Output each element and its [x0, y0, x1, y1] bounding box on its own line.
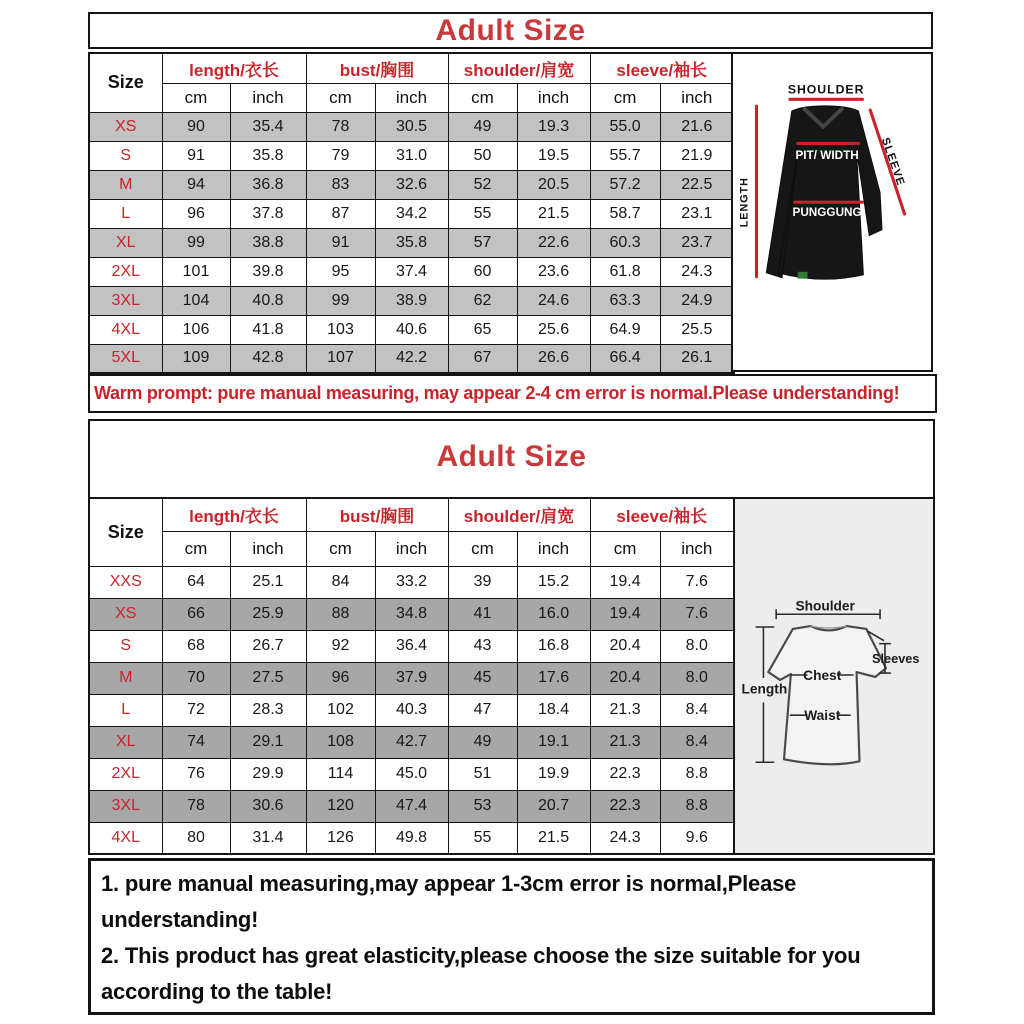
- measurement-cell: 43: [448, 630, 517, 662]
- measurement-cell: 21.5: [517, 822, 590, 854]
- measurement-cell: 23.6: [517, 257, 590, 286]
- measurement-cell: 78: [162, 790, 230, 822]
- measurement-cell: 28.3: [230, 694, 306, 726]
- table1-body: [89, 112, 734, 373]
- dress-shoulder-label: SHOULDER: [787, 82, 865, 97]
- measurement-cell: 58.7: [590, 199, 660, 228]
- size-row-M: [89, 662, 734, 694]
- measurement-cell: 57: [448, 228, 517, 257]
- dress-punggung-label: PUNGGUNG: [792, 205, 862, 219]
- measurement-cell: 18.4: [517, 694, 590, 726]
- size-label: M: [89, 170, 162, 199]
- measurement-cell: 20.5: [517, 170, 590, 199]
- measurement-cell: 36.8: [230, 170, 306, 199]
- measurement-cell: 62: [448, 286, 517, 315]
- measurement-cell: 55: [448, 822, 517, 854]
- notes-box: [88, 858, 935, 1015]
- unit-header: cm: [162, 531, 230, 566]
- table2-body: [89, 566, 734, 854]
- note-1: 1. pure manual measuring,may appear 1-3cm error is normal,Please understanding!: [101, 871, 797, 932]
- measurement-cell: 34.8: [375, 598, 448, 630]
- measurement-cell: 19.9: [517, 758, 590, 790]
- measurement-cell: 21.5: [517, 199, 590, 228]
- measurement-cell: 19.4: [590, 566, 660, 598]
- measurement-cell: 63.3: [590, 286, 660, 315]
- measurement-cell: 55.0: [590, 112, 660, 141]
- measurement-cell: 47: [448, 694, 517, 726]
- measurement-cell: 24.6: [517, 286, 590, 315]
- measurement-cell: 7.6: [660, 566, 734, 598]
- measurement-cell: 57.2: [590, 170, 660, 199]
- measurement-cell: 19.5: [517, 141, 590, 170]
- size-label: XL: [89, 726, 162, 758]
- table2-group-header-row: [89, 498, 734, 531]
- measurement-cell: 25.6: [517, 315, 590, 344]
- measurement-cell: 32.6: [375, 170, 448, 199]
- measurement-cell: 45: [448, 662, 517, 694]
- measurement-cell: 67: [448, 344, 517, 373]
- measurement-cell: 40.8: [230, 286, 306, 315]
- measurement-cell: 8.0: [660, 630, 734, 662]
- table1-unit-header-row: [89, 83, 734, 112]
- measurement-cell: 29.1: [230, 726, 306, 758]
- size-label: 3XL: [89, 790, 162, 822]
- measurement-cell: 22.5: [660, 170, 734, 199]
- size-row-S: [89, 141, 734, 170]
- measurement-cell: 76: [162, 758, 230, 790]
- measurement-cell: 40.6: [375, 315, 448, 344]
- measurement-cell: 42.7: [375, 726, 448, 758]
- unit-header: cm: [306, 531, 375, 566]
- measurement-cell: 8.8: [660, 758, 734, 790]
- measurement-cell: 83: [306, 170, 375, 199]
- measurement-cell: 35.4: [230, 112, 306, 141]
- measurement-cell: 16.0: [517, 598, 590, 630]
- measurement-cell: 84: [306, 566, 375, 598]
- measurement-cell: 66.4: [590, 344, 660, 373]
- measurement-cell: 21.9: [660, 141, 734, 170]
- measurement-cell: 20.7: [517, 790, 590, 822]
- measurement-cell: 26.7: [230, 630, 306, 662]
- measurement-cell: 9.6: [660, 822, 734, 854]
- size-row-2XL: [89, 257, 734, 286]
- measurement-cell: 91: [306, 228, 375, 257]
- measurement-cell: 49.8: [375, 822, 448, 854]
- bust-group-header: bust/胸围: [306, 498, 448, 531]
- measurement-cell: 120: [306, 790, 375, 822]
- size-label: L: [89, 199, 162, 228]
- size-row-M: [89, 170, 734, 199]
- measurement-cell: 92: [306, 630, 375, 662]
- measurement-cell: 108: [306, 726, 375, 758]
- size-label: 2XL: [89, 758, 162, 790]
- size-row-4XL: [89, 822, 734, 854]
- measurement-cell: 45.0: [375, 758, 448, 790]
- size-column-header: Size: [89, 498, 162, 566]
- unit-header: cm: [306, 83, 375, 112]
- measurement-cell: 23.7: [660, 228, 734, 257]
- unit-header: cm: [448, 531, 517, 566]
- size-row-XL: [89, 228, 734, 257]
- tshirt-waist-label: Waist: [804, 708, 841, 724]
- measurement-cell: 101: [162, 257, 230, 286]
- measurement-cell: 79: [306, 141, 375, 170]
- measurement-cell: 60.3: [590, 228, 660, 257]
- size-label: M: [89, 662, 162, 694]
- size-row-4XL: [89, 315, 734, 344]
- measurement-cell: 78: [306, 112, 375, 141]
- shoulder-group-header: shoulder/肩宽: [448, 498, 590, 531]
- dress-sleeve-label: SLEEVE: [878, 136, 907, 188]
- measurement-cell: 25.1: [230, 566, 306, 598]
- size-row-XL: [89, 726, 734, 758]
- measurement-cell: 38.9: [375, 286, 448, 315]
- dress-pit-width-label: PIT/ WIDTH: [795, 149, 859, 163]
- measurement-cell: 126: [306, 822, 375, 854]
- measurement-cell: 66: [162, 598, 230, 630]
- tshirt-measurement-diagram: [733, 497, 935, 855]
- measurement-cell: 19.1: [517, 726, 590, 758]
- measurement-cell: 107: [306, 344, 375, 373]
- measurement-cell: 20.4: [590, 662, 660, 694]
- measurement-cell: 24.9: [660, 286, 734, 315]
- measurement-cell: 38.8: [230, 228, 306, 257]
- collar-line: [810, 626, 846, 628]
- sleeve-group-header: sleeve/袖长: [590, 498, 734, 531]
- measurement-cell: 103: [306, 315, 375, 344]
- measurement-cell: 29.9: [230, 758, 306, 790]
- size-row-XS: [89, 112, 734, 141]
- size-row-2XL: [89, 758, 734, 790]
- measurement-cell: 22.6: [517, 228, 590, 257]
- measurement-cell: 68: [162, 630, 230, 662]
- measurement-cell: 99: [162, 228, 230, 257]
- size-row-5XL: [89, 344, 734, 373]
- unit-header: cm: [162, 83, 230, 112]
- hem-tag: [798, 272, 808, 279]
- measurement-cell: 33.2: [375, 566, 448, 598]
- measurement-cell: 70: [162, 662, 230, 694]
- measurement-cell: 95: [306, 257, 375, 286]
- measurement-cell: 55.7: [590, 141, 660, 170]
- measurement-cell: 96: [162, 199, 230, 228]
- dress-silhouette: [766, 106, 882, 279]
- unit-header: inch: [660, 531, 734, 566]
- size-label: L: [89, 694, 162, 726]
- measurement-cell: 7.6: [660, 598, 734, 630]
- unit-header: inch: [230, 531, 306, 566]
- measurement-cell: 16.8: [517, 630, 590, 662]
- measurement-cell: 60: [448, 257, 517, 286]
- note-2: 2. This product has great elasticity,please choose the size suitable for you according to the table!: [101, 943, 861, 1004]
- measurement-cell: 25.5: [660, 315, 734, 344]
- measurement-cell: 22.3: [590, 758, 660, 790]
- unit-header: inch: [660, 83, 734, 112]
- measurement-cell: 27.5: [230, 662, 306, 694]
- size-row-S: [89, 630, 734, 662]
- measurement-cell: 64.9: [590, 315, 660, 344]
- measurement-cell: 8.4: [660, 726, 734, 758]
- measurement-cell: 30.6: [230, 790, 306, 822]
- unit-header: cm: [590, 83, 660, 112]
- measurement-cell: 51: [448, 758, 517, 790]
- measurement-cell: 26.1: [660, 344, 734, 373]
- section2-title: Adult Size: [436, 440, 587, 473]
- size-column-header: Size: [89, 53, 162, 112]
- measurement-cell: 40.3: [375, 694, 448, 726]
- size-row-L: [89, 694, 734, 726]
- measurement-cell: 17.6: [517, 662, 590, 694]
- size-label: 4XL: [89, 822, 162, 854]
- measurement-cell: 41: [448, 598, 517, 630]
- sleeve-group-header: sleeve/袖长: [590, 53, 734, 83]
- tshirt-chest-label: Chest: [803, 667, 842, 683]
- measurement-cell: 49: [448, 726, 517, 758]
- unit-header: inch: [517, 531, 590, 566]
- measurement-cell: 52: [448, 170, 517, 199]
- size-label: S: [89, 141, 162, 170]
- tshirt-shoulder-label: Shoulder: [795, 598, 855, 614]
- dress-length-label: LENGTH: [738, 177, 751, 228]
- measurement-cell: 94: [162, 170, 230, 199]
- measurement-cell: 37.8: [230, 199, 306, 228]
- measurement-cell: 87: [306, 199, 375, 228]
- size-row-L: [89, 199, 734, 228]
- shoulder-group-header: shoulder/肩宽: [448, 53, 590, 83]
- measurement-cell: 49: [448, 112, 517, 141]
- length-group-header: length/衣长: [162, 53, 306, 83]
- measurement-cell: 106: [162, 315, 230, 344]
- measurement-cell: 88: [306, 598, 375, 630]
- measurement-cell: 39: [448, 566, 517, 598]
- warm-prompt: Warm prompt: pure manual measuring, may appear 2-4 cm error is normal.Please understanding!: [88, 374, 937, 413]
- unit-header: cm: [590, 531, 660, 566]
- size-label: 5XL: [89, 344, 162, 373]
- measurement-cell: 91: [162, 141, 230, 170]
- bust-group-header: bust/胸围: [306, 53, 448, 83]
- measurement-cell: 19.3: [517, 112, 590, 141]
- measurement-cell: 24.3: [660, 257, 734, 286]
- measurement-cell: 35.8: [375, 228, 448, 257]
- measurement-cell: 19.4: [590, 598, 660, 630]
- size-label: 4XL: [89, 315, 162, 344]
- measurement-cell: 99: [306, 286, 375, 315]
- measurement-cell: 42.8: [230, 344, 306, 373]
- measurement-cell: 114: [306, 758, 375, 790]
- measurement-cell: 31.0: [375, 141, 448, 170]
- measurement-cell: 24.3: [590, 822, 660, 854]
- size-row-XXS: [89, 566, 734, 598]
- tshirt-sleeves-label: Sleeves: [872, 651, 920, 667]
- measurement-cell: 30.5: [375, 112, 448, 141]
- adult-size-table-1: [88, 52, 735, 374]
- unit-header: inch: [230, 83, 306, 112]
- measurement-cell: 26.6: [517, 344, 590, 373]
- measurement-cell: 20.4: [590, 630, 660, 662]
- section1-title: Adult Size: [88, 12, 933, 49]
- measurement-cell: 41.8: [230, 315, 306, 344]
- measurement-cell: 61.8: [590, 257, 660, 286]
- size-label: S: [89, 630, 162, 662]
- size-label: 3XL: [89, 286, 162, 315]
- measurement-cell: 55: [448, 199, 517, 228]
- measurement-cell: 80: [162, 822, 230, 854]
- measurement-cell: 21.3: [590, 694, 660, 726]
- unit-header: inch: [517, 83, 590, 112]
- measurement-cell: 53: [448, 790, 517, 822]
- measurement-cell: 21.3: [590, 726, 660, 758]
- size-label: XL: [89, 228, 162, 257]
- measurement-cell: 37.9: [375, 662, 448, 694]
- size-row-3XL: [89, 286, 734, 315]
- adult-size-table-2: [88, 497, 735, 855]
- dress-measurement-diagram: [731, 52, 933, 372]
- measurement-cell: 39.8: [230, 257, 306, 286]
- size-label: XS: [89, 112, 162, 141]
- measurement-cell: 31.4: [230, 822, 306, 854]
- measurement-cell: 47.4: [375, 790, 448, 822]
- measurement-cell: 64: [162, 566, 230, 598]
- measurement-cell: 109: [162, 344, 230, 373]
- measurement-cell: 21.6: [660, 112, 734, 141]
- length-group-header: length/衣长: [162, 498, 306, 531]
- measurement-cell: 74: [162, 726, 230, 758]
- measurement-cell: 37.4: [375, 257, 448, 286]
- tshirt-length-label: Length: [741, 681, 788, 697]
- measurement-cell: 23.1: [660, 199, 734, 228]
- measurement-cell: 8.0: [660, 662, 734, 694]
- measurement-cell: 96: [306, 662, 375, 694]
- unit-header: inch: [375, 531, 448, 566]
- table1-group-header-row: [89, 53, 734, 83]
- measurement-cell: 35.8: [230, 141, 306, 170]
- unit-header: cm: [448, 83, 517, 112]
- unit-header: inch: [375, 83, 448, 112]
- size-label: XXS: [89, 566, 162, 598]
- measurement-cell: 25.9: [230, 598, 306, 630]
- measurement-cell: 8.4: [660, 694, 734, 726]
- size-row-XS: [89, 598, 734, 630]
- size-label: 2XL: [89, 257, 162, 286]
- table2-unit-header-row: [89, 531, 734, 566]
- measurement-cell: 8.8: [660, 790, 734, 822]
- measurement-cell: 15.2: [517, 566, 590, 598]
- measurement-cell: 65: [448, 315, 517, 344]
- measurement-cell: 42.2: [375, 344, 448, 373]
- measurement-cell: 50: [448, 141, 517, 170]
- measurement-cell: 72: [162, 694, 230, 726]
- measurement-cell: 104: [162, 286, 230, 315]
- size-row-3XL: [89, 790, 734, 822]
- measurement-cell: 36.4: [375, 630, 448, 662]
- measurement-cell: 102: [306, 694, 375, 726]
- measurement-cell: 90: [162, 112, 230, 141]
- measurement-cell: 22.3: [590, 790, 660, 822]
- size-label: XS: [89, 598, 162, 630]
- measurement-cell: 34.2: [375, 199, 448, 228]
